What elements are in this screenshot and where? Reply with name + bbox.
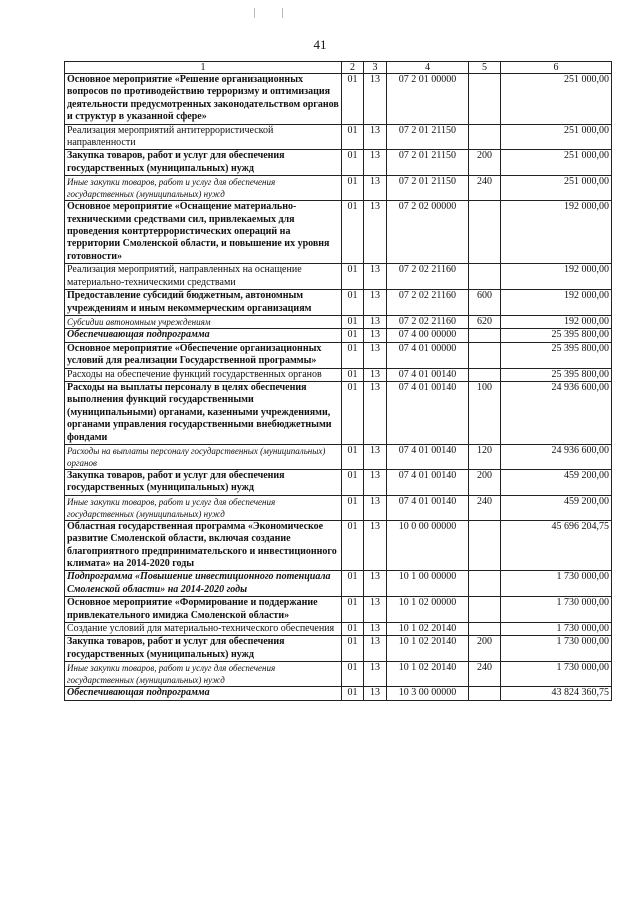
subsection-code-cell: 13 (364, 597, 387, 623)
expense-type-cell (469, 74, 501, 125)
amount-cell: 459 200,00 (501, 469, 612, 495)
table-row (65, 381, 612, 444)
section-code-cell: 01 (342, 124, 364, 150)
expense-type-cell (469, 342, 501, 368)
amount-cell: 1 730 000,00 (501, 597, 612, 623)
expense-type-cell (469, 597, 501, 623)
header-cell: 1 (65, 62, 342, 74)
table-row (65, 124, 612, 150)
table-row (65, 662, 612, 687)
expense-type-cell (469, 623, 501, 636)
target-article-cell: 07 4 00 00000 (387, 329, 469, 342)
row-name-cell: Основное мероприятие «Формирование и поддержание привлекательного имиджа Смоленской области» (65, 597, 342, 623)
table-row (65, 201, 612, 264)
amount-cell: 25 395 800,00 (501, 329, 612, 342)
target-article-cell: 07 2 01 00000 (387, 74, 469, 125)
section-code-cell: 01 (342, 381, 364, 444)
row-name-cell: Иные закупки товаров, работ и услуг для обеспечения государственных (муниципальных) нужд (65, 495, 342, 520)
subsection-code-cell: 13 (364, 124, 387, 150)
subsection-code-cell: 13 (364, 520, 387, 571)
amount-cell: 25 395 800,00 (501, 368, 612, 381)
target-article-cell: 07 4 01 00140 (387, 469, 469, 495)
section-code-cell: 01 (342, 662, 364, 687)
amount-cell: 251 000,00 (501, 124, 612, 150)
row-name-cell: Создание условий для материально-технического обеспечения (65, 623, 342, 636)
row-name-cell: Закупка товаров, работ и услуг для обеспечения государственных (муниципальных) нужд (65, 636, 342, 662)
amount-cell: 251 000,00 (501, 150, 612, 176)
expense-type-cell (469, 264, 501, 290)
subsection-code-cell: 13 (364, 469, 387, 495)
row-name-cell: Расходы на обеспечение функций государственных органов (65, 368, 342, 381)
subsection-code-cell: 13 (364, 662, 387, 687)
subsection-code-cell: 13 (364, 368, 387, 381)
header-cell: 4 (387, 62, 469, 74)
table-row (65, 636, 612, 662)
subsection-code-cell: 13 (364, 176, 387, 201)
expense-type-cell: 100 (469, 381, 501, 444)
row-name-cell: Подпрограмма «Повышение инвестиционного потенциала Смоленской области» на 2014-2020 годы (65, 571, 342, 597)
subsection-code-cell: 13 (364, 623, 387, 636)
subsection-code-cell: 13 (364, 342, 387, 368)
target-article-cell: 07 2 02 21160 (387, 264, 469, 290)
expense-type-cell (469, 687, 501, 700)
expense-type-cell: 240 (469, 662, 501, 687)
section-code-cell: 01 (342, 74, 364, 125)
amount-cell: 1 730 000,00 (501, 623, 612, 636)
table-row (65, 623, 612, 636)
row-name-cell: Иные закупки товаров, работ и услуг для обеспечения государственных (муниципальных) нужд (65, 662, 342, 687)
target-article-cell: 07 2 01 21150 (387, 176, 469, 201)
section-code-cell: 01 (342, 623, 364, 636)
amount-cell: 1 730 000,00 (501, 636, 612, 662)
target-article-cell: 07 4 01 00140 (387, 495, 469, 520)
table-row (65, 597, 612, 623)
amount-cell: 192 000,00 (501, 315, 612, 328)
expense-type-cell: 620 (469, 315, 501, 328)
section-code-cell: 01 (342, 520, 364, 571)
row-name-cell: Областная государственная программа «Экономическое развитие Смоленской области, включая создание благоприятного предпринимательского и инвестиционного климата» на 2014-2020 годы (65, 520, 342, 571)
row-name-cell: Основное мероприятие «Оснащение материально-техническими средствами сил, привлекаемых для проведения контртеррористических операций на территории Смоленской области, и повышение их уровня готовности» (65, 201, 342, 264)
row-name-cell: Закупка товаров, работ и услуг для обеспечения государственных (муниципальных) нужд (65, 469, 342, 495)
target-article-cell: 07 2 02 21160 (387, 290, 469, 316)
table-row (65, 368, 612, 381)
table-body (65, 74, 612, 701)
amount-cell: 459 200,00 (501, 495, 612, 520)
section-code-cell: 01 (342, 636, 364, 662)
section-code-cell: 01 (342, 342, 364, 368)
table-row (65, 469, 612, 495)
row-name-cell: Реализация мероприятий, направленных на оснащение материально-техническими средствами (65, 264, 342, 290)
section-code-cell: 01 (342, 687, 364, 700)
target-article-cell: 07 2 01 21150 (387, 124, 469, 150)
subsection-code-cell: 13 (364, 290, 387, 316)
row-name-cell: Расходы на выплаты персоналу в целях обеспечения выполнения функций государственными (муниципальными) органами, казенными учреждениями, органами управления государственными внебюджетными фондами (65, 381, 342, 444)
section-code-cell: 01 (342, 290, 364, 316)
section-code-cell: 01 (342, 315, 364, 328)
header-cell: 2 (342, 62, 364, 74)
expense-type-cell (469, 368, 501, 381)
amount-cell: 192 000,00 (501, 264, 612, 290)
page-number: 41 (313, 37, 327, 52)
subsection-code-cell: 13 (364, 264, 387, 290)
target-article-cell: 10 1 02 20140 (387, 636, 469, 662)
amount-cell: 25 395 800,00 (501, 342, 612, 368)
table-row (65, 264, 612, 290)
subsection-code-cell: 13 (364, 329, 387, 342)
section-code-cell: 01 (342, 176, 364, 201)
target-article-cell: 07 2 01 21150 (387, 150, 469, 176)
amount-cell: 43 824 360,75 (501, 687, 612, 700)
expense-type-cell (469, 124, 501, 150)
amount-cell: 192 000,00 (501, 290, 612, 316)
header-cell: 3 (364, 62, 387, 74)
row-name-cell: Закупка товаров, работ и услуг для обеспечения государственных (муниципальных) нужд (65, 150, 342, 176)
header-cell: 6 (501, 62, 612, 74)
target-article-cell: 07 4 01 00140 (387, 381, 469, 444)
subsection-code-cell: 13 (364, 495, 387, 520)
row-name-cell: Субсидии автономным учреждениям (65, 315, 342, 328)
table-row (65, 687, 612, 700)
row-name-cell: Основное мероприятие «Решение организационных вопросов по противодействию терроризму и оптимизация деятельности предусмотренных законодательством органов и структур в указанной сфере» (65, 74, 342, 125)
target-article-cell: 07 2 02 21160 (387, 315, 469, 328)
section-code-cell: 01 (342, 444, 364, 469)
table-row (65, 520, 612, 571)
table-row (65, 444, 612, 469)
scan-mark (282, 8, 283, 18)
row-name-cell: Обеспечивающая подпрограмма (65, 329, 342, 342)
header-cell: 5 (469, 62, 501, 74)
target-article-cell: 10 3 00 00000 (387, 687, 469, 700)
amount-cell: 1 730 000,00 (501, 571, 612, 597)
subsection-code-cell: 13 (364, 636, 387, 662)
amount-cell: 251 000,00 (501, 74, 612, 125)
section-code-cell: 01 (342, 264, 364, 290)
section-code-cell: 01 (342, 201, 364, 264)
budget-table (64, 61, 612, 701)
table-header-row (65, 62, 612, 74)
table-row (65, 571, 612, 597)
table-row (65, 315, 612, 328)
table-row (65, 342, 612, 368)
row-name-cell: Обеспечивающая подпрограмма (65, 687, 342, 700)
section-code-cell: 01 (342, 469, 364, 495)
expense-type-cell: 240 (469, 495, 501, 520)
target-article-cell: 07 2 02 00000 (387, 201, 469, 264)
amount-cell: 251 000,00 (501, 176, 612, 201)
section-code-cell: 01 (342, 571, 364, 597)
table-row (65, 150, 612, 176)
target-article-cell: 10 1 02 20140 (387, 623, 469, 636)
row-name-cell: Иные закупки товаров, работ и услуг для обеспечения государственных (муниципальных) нужд (65, 176, 342, 201)
table-row (65, 74, 612, 125)
table-row (65, 176, 612, 201)
subsection-code-cell: 13 (364, 444, 387, 469)
target-article-cell: 10 1 00 00000 (387, 571, 469, 597)
amount-cell: 24 936 600,00 (501, 381, 612, 444)
section-code-cell: 01 (342, 368, 364, 381)
section-code-cell: 01 (342, 329, 364, 342)
expense-type-cell: 120 (469, 444, 501, 469)
amount-cell: 192 000,00 (501, 201, 612, 264)
row-name-cell: Реализация мероприятий антитеррористической направленности (65, 124, 342, 150)
target-article-cell: 07 4 01 00140 (387, 368, 469, 381)
subsection-code-cell: 13 (364, 571, 387, 597)
table-row (65, 495, 612, 520)
expense-type-cell: 600 (469, 290, 501, 316)
subsection-code-cell: 13 (364, 74, 387, 125)
amount-cell: 24 936 600,00 (501, 444, 612, 469)
expense-type-cell: 200 (469, 636, 501, 662)
section-code-cell: 01 (342, 150, 364, 176)
amount-cell: 1 730 000,00 (501, 662, 612, 687)
row-name-cell: Основное мероприятие «Обеспечение организационных условий для реализации Государственной программы» (65, 342, 342, 368)
expense-type-cell: 240 (469, 176, 501, 201)
expense-type-cell: 200 (469, 150, 501, 176)
expense-type-cell (469, 571, 501, 597)
target-article-cell: 07 4 01 00140 (387, 444, 469, 469)
expense-type-cell (469, 520, 501, 571)
scan-mark (254, 8, 255, 18)
section-code-cell: 01 (342, 495, 364, 520)
target-article-cell: 07 4 01 00000 (387, 342, 469, 368)
row-name-cell: Предоставление субсидий бюджетным, автономным учреждениям и иным некоммерческим организациям (65, 290, 342, 316)
subsection-code-cell: 13 (364, 201, 387, 264)
expense-type-cell: 200 (469, 469, 501, 495)
table-row (65, 290, 612, 316)
section-code-cell: 01 (342, 597, 364, 623)
subsection-code-cell: 13 (364, 381, 387, 444)
target-article-cell: 10 0 00 00000 (387, 520, 469, 571)
target-article-cell: 10 1 02 00000 (387, 597, 469, 623)
row-name-cell: Расходы на выплаты персоналу государственных (муниципальных) органов (65, 444, 342, 469)
target-article-cell: 10 1 02 20140 (387, 662, 469, 687)
table-row (65, 329, 612, 342)
subsection-code-cell: 13 (364, 150, 387, 176)
subsection-code-cell: 13 (364, 687, 387, 700)
expense-type-cell (469, 201, 501, 264)
expense-type-cell (469, 329, 501, 342)
subsection-code-cell: 13 (364, 315, 387, 328)
amount-cell: 45 696 204,75 (501, 520, 612, 571)
